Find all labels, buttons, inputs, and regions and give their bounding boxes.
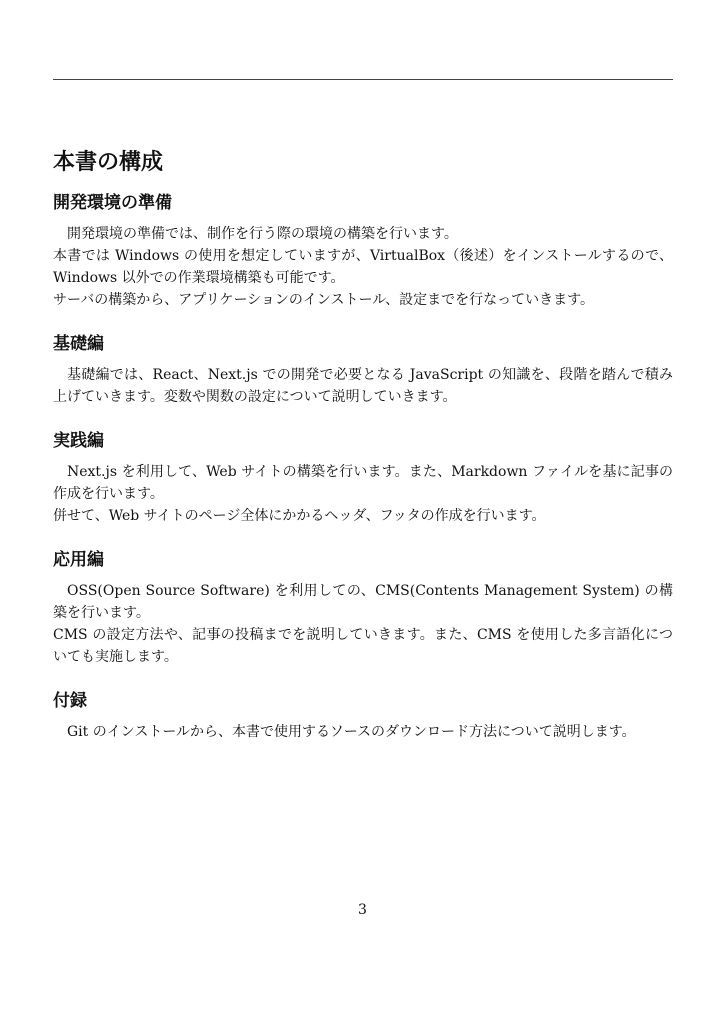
page-number: 3 <box>358 902 367 918</box>
section-heading: 基礎編 <box>53 334 104 354</box>
section-paragraph: CMS の設定方法や、記事の投稿までを説明していきます。また、CMS を使用した多言語化についても実施します。 <box>53 627 673 665</box>
section-heading: 付録 <box>53 691 87 711</box>
section-paragraph: サーバの構築から、アプリケーションのインストール、設定までを行なっていきます。 <box>53 292 594 308</box>
page-content <box>53 148 673 763</box>
section-basics <box>53 331 673 408</box>
section-paragraph: 開発環境の準備では、制作を行う際の環境の構築を行います。 <box>67 226 458 242</box>
section-heading: 応用編 <box>53 550 104 570</box>
section-paragraph: Git のインストールから、本書で使用するソースのダウンロード方法について説明します。 <box>67 724 636 740</box>
section-paragraph: OSS(Open Source Software) を利用しての、CMS(Contents Management System) の構築を行います。 <box>53 583 673 621</box>
page-title: 本書の構成 <box>53 150 164 175</box>
section-paragraph: Next.js を利用して、Web サイトの構築を行います。また、Markdown ファイルを基に記事の作成を行います。 <box>53 464 673 502</box>
section-heading: 開発環境の準備 <box>53 193 172 213</box>
section-dev-env <box>53 190 673 311</box>
section-paragraph: 本書では Windows の使用を想定していますが、VirtualBox（後述）をインストールするので、Windows 以外での作業環境構築も可能です。 <box>53 248 673 286</box>
section-heading: 実践編 <box>53 431 104 451</box>
header-rule <box>53 79 673 80</box>
section-paragraph: 併せて、Web サイトのページ全体にかかるヘッダ、フッタの作成を行います。 <box>53 508 546 524</box>
section-advanced <box>53 547 673 668</box>
section-appendix <box>53 688 673 743</box>
section-paragraph: 基礎編では、React、Next.js での開発で必要となる JavaScript の知識を、段階を踏んで積み上げていきます。変数や関数の設定について説明していきます。 <box>53 367 673 405</box>
section-practice <box>53 428 673 527</box>
